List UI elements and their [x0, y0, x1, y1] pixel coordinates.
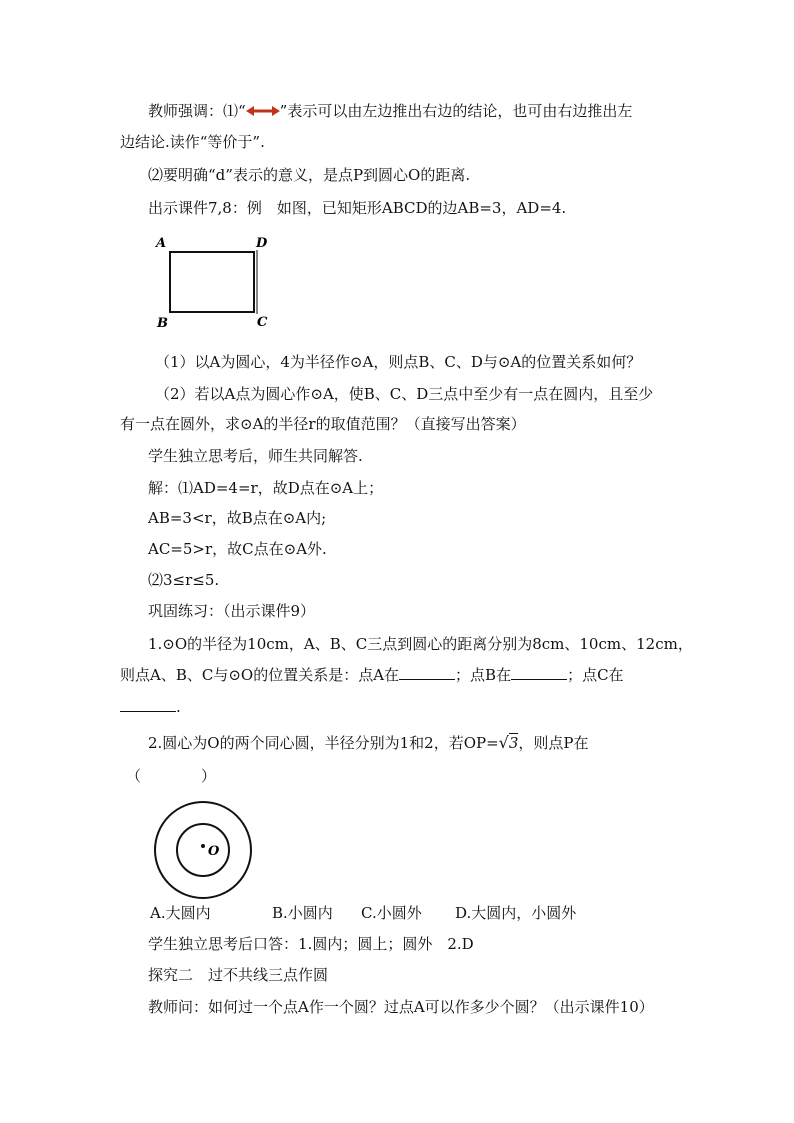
solution-line-3: AC=5>r，故C点在⊙A外.	[148, 540, 327, 558]
option-a: A.大圆内	[150, 904, 211, 922]
q1-text-c: ；点C在	[567, 666, 624, 684]
emphasis-line-1	[148, 101, 632, 121]
concentric-circles-figure	[148, 798, 258, 908]
emphasis-text-b: ”表示可以由左边推出右边的结论，也可由右边推出左	[279, 102, 633, 120]
sqrt-radicand: 3	[508, 734, 519, 752]
solution-line-4: ⑵3≤r≤5.	[148, 571, 220, 589]
blank-c	[120, 697, 176, 712]
blank-a	[399, 665, 455, 680]
example-intro: 出示课件7,8：例 如图，已知矩形ABCD的边AB=3，AD=4.	[148, 199, 567, 217]
center-point	[201, 844, 205, 848]
label-a: A	[156, 236, 167, 251]
q1-text-a: 则点A、B、C与⊙O的位置关系是：点A在	[120, 666, 400, 684]
large-circle	[155, 802, 251, 898]
q1-end: .	[176, 698, 181, 716]
question-2-part-2: 有一点在圆外，求⊙A的半径r的取值范围？（直接写出答案）	[120, 415, 526, 433]
emphasis-text-a: 教师强调：⑴“	[148, 102, 246, 120]
label-c: C	[257, 315, 268, 330]
solution-line-2: AB=3<r，故B点在⊙A内;	[148, 509, 327, 527]
practice-q1-line-1: 1.⊙O的半径为10cm，A、B、C三点到圆心的距离分别为8cm、10cm、12cm，	[148, 635, 693, 653]
center-label-o: O	[208, 844, 220, 859]
oral-answer: 学生独立思考后口答：1.圆内；圆上；圆外 2.D	[148, 935, 474, 953]
double-arrow-icon	[246, 104, 280, 118]
q2-text-b: ，则点P在	[518, 734, 589, 752]
option-b: B.小圆内	[272, 904, 333, 922]
q2-text-a: 2.圆心为O的两个同心圆，半径分别为1和2，若OP=	[148, 734, 499, 752]
q1-text-b: ；点B在	[455, 666, 512, 684]
blank-b	[511, 665, 567, 680]
teacher-question: 教师问：如何过一个点A作一个圆？过点A可以作多少个圆？（出示课件10）	[148, 998, 654, 1016]
solution-line-1: 解：⑴AD=4=r，故D点在⊙A上；	[148, 479, 384, 497]
answer-parentheses: （ ）	[126, 767, 217, 785]
question-2-part-1: （2）若以A点为圆心作⊙A，使B、C、D三点中至少有一点在圆内，且至少	[155, 385, 654, 403]
practice-q1-line-2	[120, 665, 624, 685]
label-b: B	[157, 316, 168, 331]
practice-heading: 巩固练习：（出示课件9）	[148, 602, 316, 620]
rectangle-abcd-figure	[150, 230, 280, 334]
emphasis-line-2: 边结论.读作“等价于”.	[120, 133, 265, 151]
rectangle-abcd	[170, 252, 254, 312]
exploration-heading: 探究二 过不共线三点作圆	[148, 966, 329, 984]
question-1: （1）以A为圆心，4为半径作⊙A，则点B、C、D与⊙A的位置关系如何？	[155, 353, 642, 371]
option-d: D.大圆内，小圆外	[455, 904, 577, 922]
sqrt-symbol: √	[498, 733, 509, 752]
small-circle	[177, 824, 229, 876]
practice-q2-line-1	[148, 733, 589, 753]
option-c: C.小圆外	[361, 904, 422, 922]
practice-q1-line-3	[120, 697, 181, 717]
discussion-note: 学生独立思考后，师生共同解答.	[148, 447, 363, 465]
label-d: D	[256, 236, 268, 251]
emphasis-line-3: ⑵要明确“d”表示的意义，是点P到圆心O的距离.	[148, 166, 471, 184]
